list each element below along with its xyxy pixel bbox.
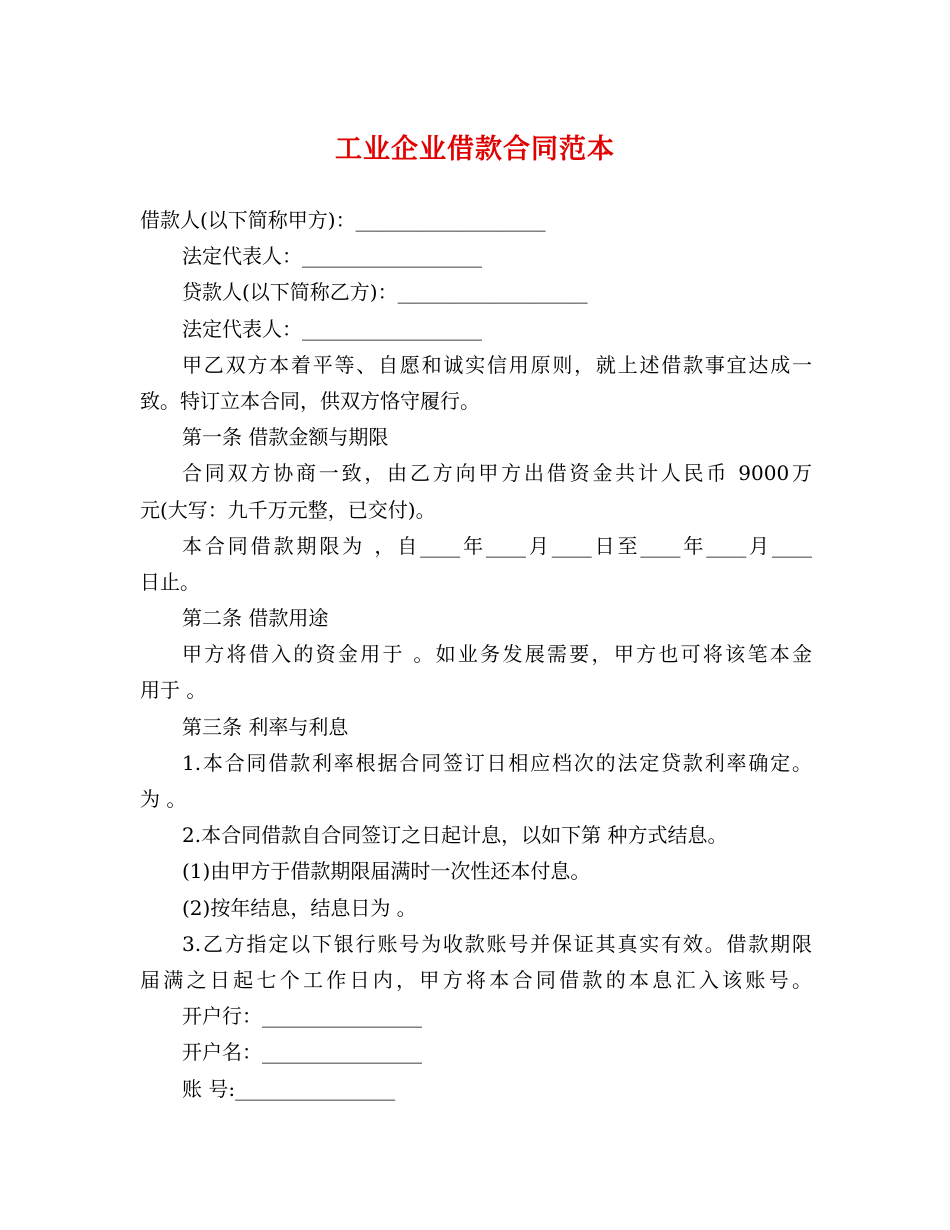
text-line: 为 。 — [140, 787, 187, 811]
text-line: 开户名：________________ — [182, 1040, 422, 1065]
text-line: 贷款人(以下简称乙方)：___________________ — [182, 280, 588, 305]
text-line: 第一条 借款金额与期限 — [182, 425, 389, 450]
text-line: 甲方将借入的资金用于 。如业务发展需要，甲方也可将该笔本金 — [182, 642, 812, 667]
text-line: 法定代表人：__________________ — [182, 316, 482, 341]
text-line: (1)由甲方于借款期限届满时一次性还本付息。 — [182, 859, 591, 884]
text-line: 合同双方协商一致，由乙方向甲方出借资金共计人民币 9000万 — [182, 461, 812, 486]
document-title: 工业企业借款合同范本 — [335, 134, 615, 165]
text-line: 借款人(以下简称甲方)：___________________ — [140, 208, 546, 232]
text-line: (2)按年结息，结息日为 。 — [182, 895, 417, 920]
text-line: 日止。 — [140, 569, 200, 594]
text-line: 致。特订立本合同，供双方恪守履行。 — [140, 388, 480, 413]
text-line: 用于 。 — [140, 678, 207, 703]
text-line: 3.乙方指定以下银行账号为收款账号并保证其真实有效。借款期限 — [182, 931, 812, 956]
text-line: 2.本合同借款自合同签订之日起计息，以如下第 种方式结息。 — [182, 823, 728, 848]
text-line: 1.本合同借款利率根据合同签订日相应档次的法定贷款利率确定。 — [182, 750, 812, 775]
text-line: 第二条 借款用途 — [182, 606, 329, 631]
text-line: 账 号:________________ — [182, 1076, 396, 1101]
text-line: 甲乙双方本着平等、自愿和诚实信用原则，就上述借款事宜达成一 — [182, 352, 812, 377]
text-line: 届满之日起七个工作日内，甲方将本合同借款的本息汇入该账号。 — [140, 967, 812, 992]
text-line: 本合同借款期限为 ，自____年____月____日至____年____月____ — [182, 533, 812, 558]
document-body — [140, 202, 812, 1107]
text-line: 元(大写：九千万元整，已交付)。 — [140, 497, 436, 522]
text-line: 第三条 利率与利息 — [182, 714, 349, 739]
text-line: 开户行：________________ — [182, 1004, 422, 1029]
text-line: 法定代表人：__________________ — [182, 244, 482, 269]
